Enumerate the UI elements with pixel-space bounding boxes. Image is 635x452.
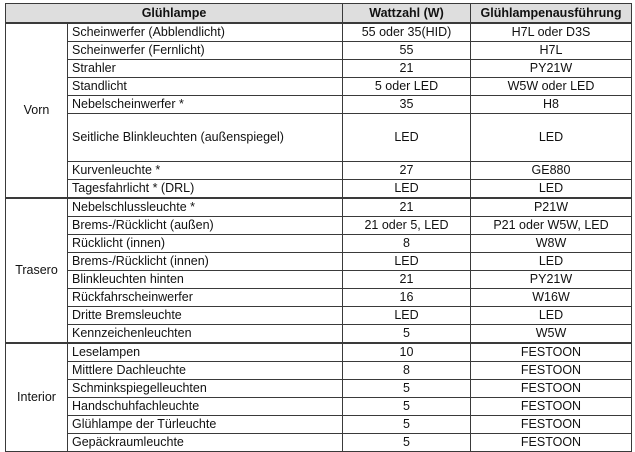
lamp-wattage: 55 xyxy=(343,42,471,60)
lamp-bulb-type: H7L oder D3S xyxy=(471,23,632,42)
lamp-bulb-type: W8W xyxy=(471,235,632,253)
lamp-bulb-type: FESTOON xyxy=(471,343,632,362)
lamp-name: Strahler xyxy=(68,60,343,78)
header-bulb-type: Glühlampenausführung xyxy=(471,4,632,24)
lamp-wattage: 35 xyxy=(343,96,471,114)
table-row xyxy=(6,23,632,42)
lamp-wattage: 5 oder LED xyxy=(343,78,471,96)
lamp-wattage: 5 xyxy=(343,434,471,452)
table-row xyxy=(6,42,632,60)
lamp-bulb-type: PY21W xyxy=(471,60,632,78)
group-label-front: Vorn xyxy=(6,23,68,198)
table-row xyxy=(6,307,632,325)
lamp-name: Gepäckraumleuchte xyxy=(68,434,343,452)
lamp-bulb-type: H7L xyxy=(471,42,632,60)
lamp-name: Standlicht xyxy=(68,78,343,96)
lamp-wattage: LED xyxy=(343,307,471,325)
lamp-bulb-type: P21 oder W5W, LED xyxy=(471,217,632,235)
lamp-wattage: 16 xyxy=(343,289,471,307)
table-row xyxy=(6,289,632,307)
lamp-name: Dritte Bremsleuchte xyxy=(68,307,343,325)
lamp-name: Seitliche Blinkleuchten (außenspiegel) xyxy=(68,114,343,162)
lamp-name: Brems-/Rücklicht (außen) xyxy=(68,217,343,235)
lamp-wattage: 5 xyxy=(343,325,471,344)
lamp-wattage: 21 xyxy=(343,271,471,289)
lamp-bulb-type: FESTOON xyxy=(471,398,632,416)
table-row xyxy=(6,162,632,180)
lamp-name: Leselampen xyxy=(68,343,343,362)
lamp-bulb-type: FESTOON xyxy=(471,416,632,434)
lamp-name: Schminkspiegelleuchten xyxy=(68,380,343,398)
table-row xyxy=(6,235,632,253)
lamp-name: Mittlere Dachleuchte xyxy=(68,362,343,380)
lamp-bulb-type: LED xyxy=(471,114,632,162)
lamp-wattage: 8 xyxy=(343,362,471,380)
header-lamp: Glühlampe xyxy=(6,4,343,24)
lamp-name: Scheinwerfer (Abblendlicht) xyxy=(68,23,343,42)
lamp-name: Rücklicht (innen) xyxy=(68,235,343,253)
lamp-wattage: 21 oder 5, LED xyxy=(343,217,471,235)
table-row xyxy=(6,362,632,380)
lamp-wattage: 10 xyxy=(343,343,471,362)
header-row xyxy=(6,4,632,24)
lamp-wattage: 21 xyxy=(343,198,471,217)
lamp-name: Rückfahrscheinwerfer xyxy=(68,289,343,307)
lamp-wattage: 55 oder 35(HID) xyxy=(343,23,471,42)
table-row xyxy=(6,416,632,434)
lamp-name: Glühlampe der Türleuchte xyxy=(68,416,343,434)
table-row xyxy=(6,180,632,199)
lamp-name: Tagesfahrlicht * (DRL) xyxy=(68,180,343,199)
table-row xyxy=(6,78,632,96)
lamp-name: Nebelschlussleuchte * xyxy=(68,198,343,217)
lamp-bulb-type: W5W xyxy=(471,325,632,344)
lamp-bulb-type: GE880 xyxy=(471,162,632,180)
lamp-wattage: 21 xyxy=(343,60,471,78)
table-row xyxy=(6,198,632,217)
table-row xyxy=(6,96,632,114)
table-row xyxy=(6,325,632,344)
table-row xyxy=(6,343,632,362)
lamp-name: Nebelscheinwerfer * xyxy=(68,96,343,114)
lamp-name: Kennzeichenleuchten xyxy=(68,325,343,344)
lamp-bulb-type: LED xyxy=(471,253,632,271)
table-row xyxy=(6,380,632,398)
lamp-wattage: LED xyxy=(343,180,471,199)
table-row xyxy=(6,217,632,235)
lamp-name: Brems-/Rücklicht (innen) xyxy=(68,253,343,271)
lamp-wattage: 8 xyxy=(343,235,471,253)
group-label-rear: Trasero xyxy=(6,198,68,343)
lamp-bulb-type: PY21W xyxy=(471,271,632,289)
group-label-interior: Interior xyxy=(6,343,68,452)
bulb-table xyxy=(5,3,632,452)
lamp-wattage: 5 xyxy=(343,380,471,398)
table-row xyxy=(6,253,632,271)
table-row xyxy=(6,398,632,416)
lamp-bulb-type: H8 xyxy=(471,96,632,114)
lamp-bulb-type: LED xyxy=(471,307,632,325)
lamp-wattage: LED xyxy=(343,253,471,271)
lamp-name: Handschuhfachleuchte xyxy=(68,398,343,416)
lamp-bulb-type: W5W oder LED xyxy=(471,78,632,96)
lamp-name: Blinkleuchten hinten xyxy=(68,271,343,289)
table-row xyxy=(6,60,632,78)
lamp-bulb-type: FESTOON xyxy=(471,380,632,398)
lamp-name: Kurvenleuchte * xyxy=(68,162,343,180)
table-row xyxy=(6,114,632,162)
lamp-wattage: 5 xyxy=(343,416,471,434)
table-row xyxy=(6,271,632,289)
lamp-bulb-type: FESTOON xyxy=(471,362,632,380)
lamp-wattage: 27 xyxy=(343,162,471,180)
lamp-bulb-type: FESTOON xyxy=(471,434,632,452)
lamp-bulb-type: W16W xyxy=(471,289,632,307)
lamp-name: Scheinwerfer (Fernlicht) xyxy=(68,42,343,60)
header-wattage: Wattzahl (W) xyxy=(343,4,471,24)
lamp-wattage: LED xyxy=(343,114,471,162)
lamp-bulb-type: LED xyxy=(471,180,632,199)
lamp-bulb-type: P21W xyxy=(471,198,632,217)
lamp-wattage: 5 xyxy=(343,398,471,416)
